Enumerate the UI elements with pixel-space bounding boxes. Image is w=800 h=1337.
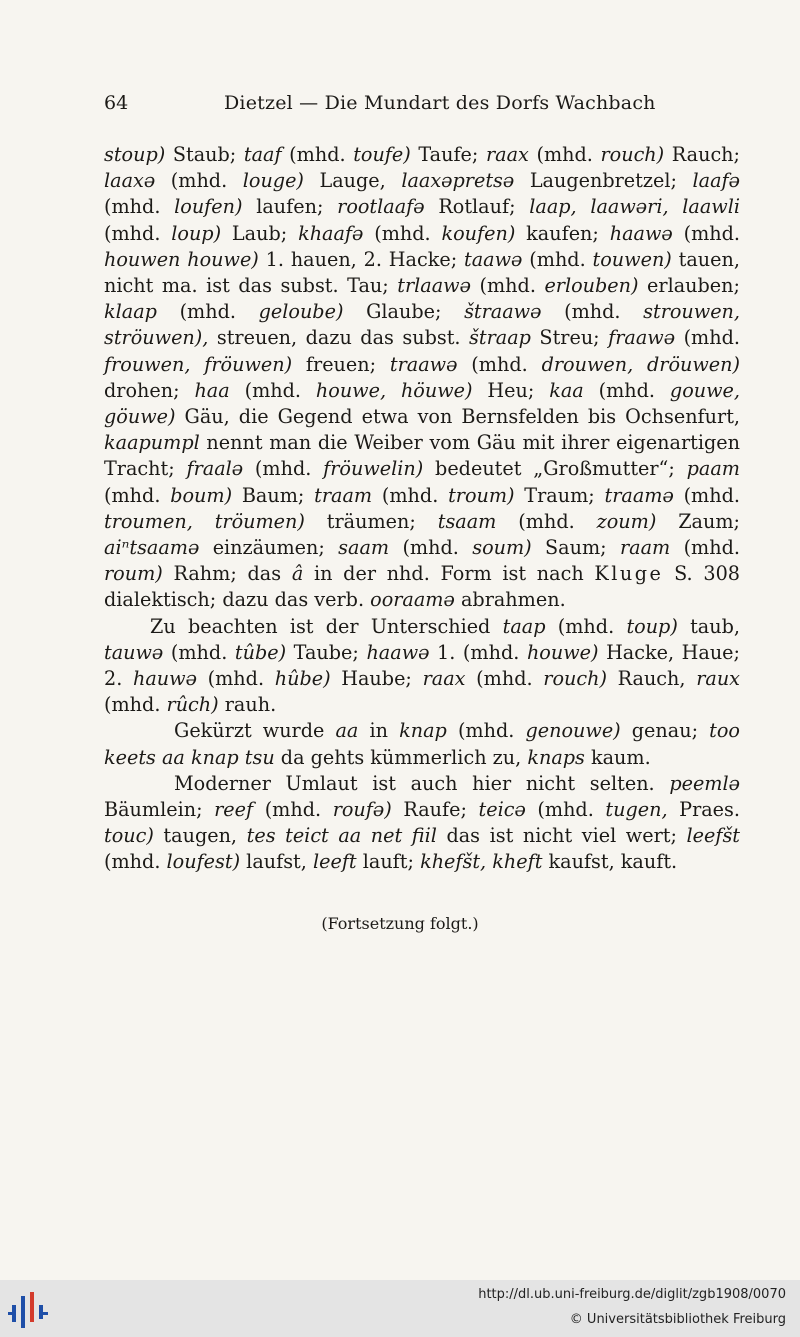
text-run: laufst, bbox=[240, 850, 313, 874]
text-run: Traum; bbox=[514, 483, 605, 507]
dialect-form: aiⁿtsaamə bbox=[104, 536, 200, 560]
text-run: (mhd. bbox=[389, 536, 473, 560]
dialect-form: tûbe) bbox=[234, 640, 287, 664]
copyright-notice: © Universitätsbibliothek Freiburg bbox=[569, 1312, 786, 1327]
dialect-form: loup) bbox=[171, 221, 222, 245]
dialect-form: taaf bbox=[243, 143, 282, 166]
text-run: in der nhd. Form ist nach bbox=[303, 562, 595, 586]
dialect-form: raax bbox=[422, 667, 466, 691]
dialect-form: roufə) bbox=[332, 798, 392, 822]
text-run: das ist nicht viel wert; bbox=[436, 824, 687, 848]
text-run: (mhd. bbox=[457, 352, 542, 376]
dialect-form: ooraamə bbox=[370, 588, 455, 612]
text-run: (mhd. bbox=[541, 300, 644, 324]
text-run: Haube; bbox=[330, 667, 423, 691]
text-run: (mhd. bbox=[528, 143, 601, 166]
dialect-form: boum) bbox=[170, 483, 233, 507]
text-run: Gekürzt wurde bbox=[174, 719, 336, 743]
dialect-form: â bbox=[291, 562, 304, 586]
dialect-form: gouwe, göuwe) bbox=[104, 378, 740, 429]
text-run: S. 308 dialektisch; dazu das verb. bbox=[104, 562, 740, 612]
dialect-form: houwen houwe) bbox=[104, 247, 259, 271]
dialect-form: saam bbox=[338, 536, 390, 560]
dialect-form: paam bbox=[686, 457, 740, 481]
dialect-form: erlouben) bbox=[544, 274, 639, 298]
text-run: freuen; bbox=[292, 352, 390, 376]
running-title: Dietzel — Die Mundart des Dorfs Wachbach bbox=[224, 92, 656, 114]
dialect-form: louge) bbox=[242, 169, 304, 193]
dialect-form: štraawə bbox=[464, 300, 542, 324]
text-run: Praes. bbox=[667, 798, 740, 822]
text-run: (mhd. bbox=[253, 798, 333, 822]
text-run: Rauch, bbox=[606, 667, 697, 691]
dialect-form: štraap bbox=[469, 326, 531, 350]
text-run: Rahm; das bbox=[162, 562, 292, 586]
text-run: bedeutet „Großmutter“; bbox=[423, 457, 687, 481]
text-run: (mhd. bbox=[104, 850, 167, 874]
page-number: 64 bbox=[104, 92, 129, 114]
dialect-form: hauwə bbox=[133, 667, 197, 691]
dialect-form: traam bbox=[314, 483, 373, 507]
text-run: streuen, dazu das subst. bbox=[208, 326, 470, 350]
dialect-form: rootlaafə bbox=[337, 195, 425, 219]
dialect-form: hûbe) bbox=[274, 667, 331, 691]
text-run: Zaum; bbox=[656, 509, 740, 533]
dialect-form: frouwen, fröuwen) bbox=[104, 352, 293, 376]
text-run: Moderner Umlaut ist auch hier nicht selten. bbox=[174, 771, 670, 795]
text-run: (mhd. bbox=[522, 247, 593, 271]
text-run: Zu beachten ist der Unterschied bbox=[150, 614, 503, 638]
dialect-form: khefšt, kheft bbox=[420, 850, 543, 874]
dialect-form: khaafə bbox=[298, 221, 364, 245]
text-run: tauen, nicht ma. ist das subst. Tau; bbox=[104, 247, 740, 298]
viewer-footer bbox=[0, 1280, 800, 1337]
dialect-form: taawə bbox=[464, 247, 523, 271]
text-run: abrahmen. bbox=[454, 588, 566, 612]
text-run: einzäumen; bbox=[199, 536, 339, 560]
dialect-form: drouwen, dröuwen) bbox=[541, 352, 741, 376]
text-run: Bäumlein; bbox=[104, 798, 215, 822]
text-run: da gehts kümmerlich zu, bbox=[274, 745, 528, 769]
dialect-form: too keets aa knap tsu bbox=[104, 719, 740, 769]
dialect-form: loufest) bbox=[166, 850, 241, 874]
dialect-form: haawə bbox=[366, 640, 430, 664]
dialect-form: raux bbox=[696, 667, 740, 691]
dialect-form: klaap bbox=[104, 300, 157, 324]
text-run: (mhd. bbox=[496, 509, 597, 533]
text-run: Laub; bbox=[221, 221, 299, 245]
dialect-form: laaxə bbox=[104, 169, 156, 193]
dialect-form: touc) bbox=[104, 824, 154, 848]
text-run: (mhd. bbox=[675, 326, 740, 350]
dialect-form: houwe) bbox=[526, 640, 599, 664]
dialect-form: haa bbox=[194, 378, 230, 402]
dialect-form: laaxəpretsə bbox=[401, 169, 515, 193]
permalink[interactable]: http://dl.ub.uni-freiburg.de/diglit/zgb1908/0070 bbox=[478, 1287, 786, 1302]
text-run: (mhd. bbox=[470, 274, 545, 298]
body-text bbox=[104, 142, 740, 876]
dialect-form: rouch) bbox=[600, 143, 665, 166]
dialect-form: fröuwelin) bbox=[323, 457, 424, 481]
text-run: (mhd. bbox=[670, 536, 740, 560]
text-run: (mhd. bbox=[673, 483, 740, 507]
text-run: Raufe; bbox=[391, 798, 479, 822]
text-run: 1. hauen, 2. Hacke; bbox=[258, 247, 465, 271]
paragraph bbox=[104, 771, 740, 876]
dialect-form: stoup) bbox=[104, 143, 166, 166]
dialect-form: raam bbox=[619, 536, 671, 560]
text-run: Gäu, die Gegend etwa von Bernsfelden bis Ochsenfurt, bbox=[175, 405, 740, 429]
paragraph bbox=[104, 142, 740, 614]
text-run: Kluge bbox=[594, 562, 664, 586]
text-run: (mhd. bbox=[163, 640, 235, 664]
dialect-form: peemlə bbox=[669, 771, 740, 795]
dialect-form: fraawə bbox=[608, 326, 676, 350]
dialect-form: geloube) bbox=[258, 300, 344, 324]
paragraph bbox=[104, 614, 740, 719]
dialect-form: troumen, tröumen) bbox=[104, 509, 305, 533]
text-run: Rotlauf; bbox=[424, 195, 530, 219]
dialect-form: troum) bbox=[448, 483, 515, 507]
dialect-form: tugen, bbox=[605, 798, 668, 822]
dialect-form: tes teict aa net fiil bbox=[246, 824, 437, 848]
dialect-form: roum) bbox=[104, 562, 163, 586]
dialect-form: laap, laawəri, laawli bbox=[529, 195, 740, 219]
text-run: kaufen; bbox=[515, 221, 610, 245]
dialect-form: teicə bbox=[478, 798, 526, 822]
dialect-form: strouwen, ströuwen), bbox=[104, 300, 741, 350]
dialect-form: traawə bbox=[389, 352, 458, 376]
text-run: (mhd. bbox=[372, 483, 449, 507]
text-run: (mhd. bbox=[446, 719, 526, 743]
dialect-form: rouch) bbox=[543, 667, 607, 691]
text-run: genau; bbox=[620, 719, 710, 743]
text-run: (mhd. bbox=[281, 143, 354, 166]
text-run: in bbox=[358, 719, 400, 743]
dialect-form: houwe, höuwe) bbox=[315, 378, 473, 402]
text-run: kaum. bbox=[584, 745, 651, 769]
text-run: (mhd. bbox=[104, 195, 175, 219]
continuation-note: (Fortsetzung folgt.) bbox=[321, 914, 479, 933]
dialect-form: zoum) bbox=[596, 509, 657, 533]
dialect-form: leeft bbox=[312, 850, 357, 874]
text-run: taugen, bbox=[153, 824, 247, 848]
text-run: (mhd. bbox=[672, 221, 741, 245]
dialect-form: taap bbox=[502, 614, 546, 638]
text-run: (mhd. bbox=[583, 378, 670, 402]
dialect-form: tauwə bbox=[104, 640, 164, 664]
text-run: Lauge, bbox=[303, 169, 402, 193]
text-run: Saum; bbox=[531, 536, 620, 560]
dialect-form: knaps bbox=[527, 745, 585, 769]
dialect-form: touwen) bbox=[592, 247, 672, 271]
text-run: Streu; bbox=[530, 326, 609, 350]
text-run: rauh. bbox=[218, 693, 277, 717]
dialect-form: trlaawə bbox=[397, 274, 471, 298]
dialect-form: kaa bbox=[549, 378, 584, 402]
text-run: erlauben; bbox=[638, 274, 740, 298]
dialect-form: haawə bbox=[609, 221, 673, 245]
text-run: Laugenbretzel; bbox=[514, 169, 693, 193]
text-run: (mhd. bbox=[104, 693, 167, 717]
dialect-form: soum) bbox=[472, 536, 532, 560]
text-run: lauft; bbox=[356, 850, 421, 874]
dialect-form: fraalə bbox=[186, 457, 244, 481]
text-run: 1. (mhd. bbox=[429, 640, 527, 664]
dialect-form: knap bbox=[399, 719, 447, 743]
text-run: (mhd. bbox=[545, 614, 627, 638]
text-run: Rauch; bbox=[664, 143, 741, 166]
dialect-form: genouwe) bbox=[525, 719, 621, 743]
text-run: laufen; bbox=[242, 195, 338, 219]
dialect-form: toup) bbox=[626, 614, 678, 638]
dialect-form: reef bbox=[214, 798, 254, 822]
text-run: (mhd. bbox=[525, 798, 606, 822]
dialect-form: kaapumpl bbox=[104, 431, 200, 455]
dialect-form: leefšt bbox=[686, 824, 741, 848]
text-run: (mhd. bbox=[229, 378, 316, 402]
text-run: drohen; bbox=[104, 378, 195, 402]
text-run: (mhd. bbox=[155, 169, 243, 193]
text-run: (mhd. bbox=[363, 221, 442, 245]
dialect-form: koufen) bbox=[441, 221, 516, 245]
text-run: Heu; bbox=[472, 378, 550, 402]
text-run: Staub; bbox=[165, 143, 244, 166]
text-run: (mhd. bbox=[156, 300, 259, 324]
text-run: (mhd. bbox=[243, 457, 324, 481]
dialect-form: raax bbox=[485, 143, 529, 166]
text-run: (mhd. bbox=[104, 221, 172, 245]
text-run: (mhd. bbox=[465, 667, 544, 691]
text-run: träumen; bbox=[304, 509, 438, 533]
text-run: Glaube; bbox=[343, 300, 465, 324]
text-run: Taufe; bbox=[410, 143, 486, 166]
dialect-form: tsaam bbox=[437, 509, 497, 533]
text-run: kaufst, kauft. bbox=[542, 850, 678, 874]
dialect-form: traamə bbox=[604, 483, 674, 507]
page-header bbox=[104, 92, 740, 120]
text-run: Taube; bbox=[286, 640, 367, 664]
dialect-form: aa bbox=[335, 719, 359, 743]
dialect-form: loufen) bbox=[174, 195, 243, 219]
text-run: (mhd. bbox=[104, 483, 171, 507]
text-run: Hacke, Haue; 2. bbox=[104, 640, 740, 691]
text-run: nennt man die Weiber vom Gäu mit ihrer eigenartigen Tracht; bbox=[104, 431, 740, 481]
dialect-form: rûch) bbox=[166, 693, 219, 717]
paragraph bbox=[104, 718, 740, 770]
text-run: Baum; bbox=[232, 483, 315, 507]
text-run: (mhd. bbox=[196, 667, 275, 691]
dialect-form: laafə bbox=[692, 169, 740, 193]
dialect-form: toufe) bbox=[353, 143, 411, 166]
ub-freiburg-logo-icon[interactable] bbox=[8, 1288, 48, 1330]
text-run: taub, bbox=[677, 614, 740, 638]
